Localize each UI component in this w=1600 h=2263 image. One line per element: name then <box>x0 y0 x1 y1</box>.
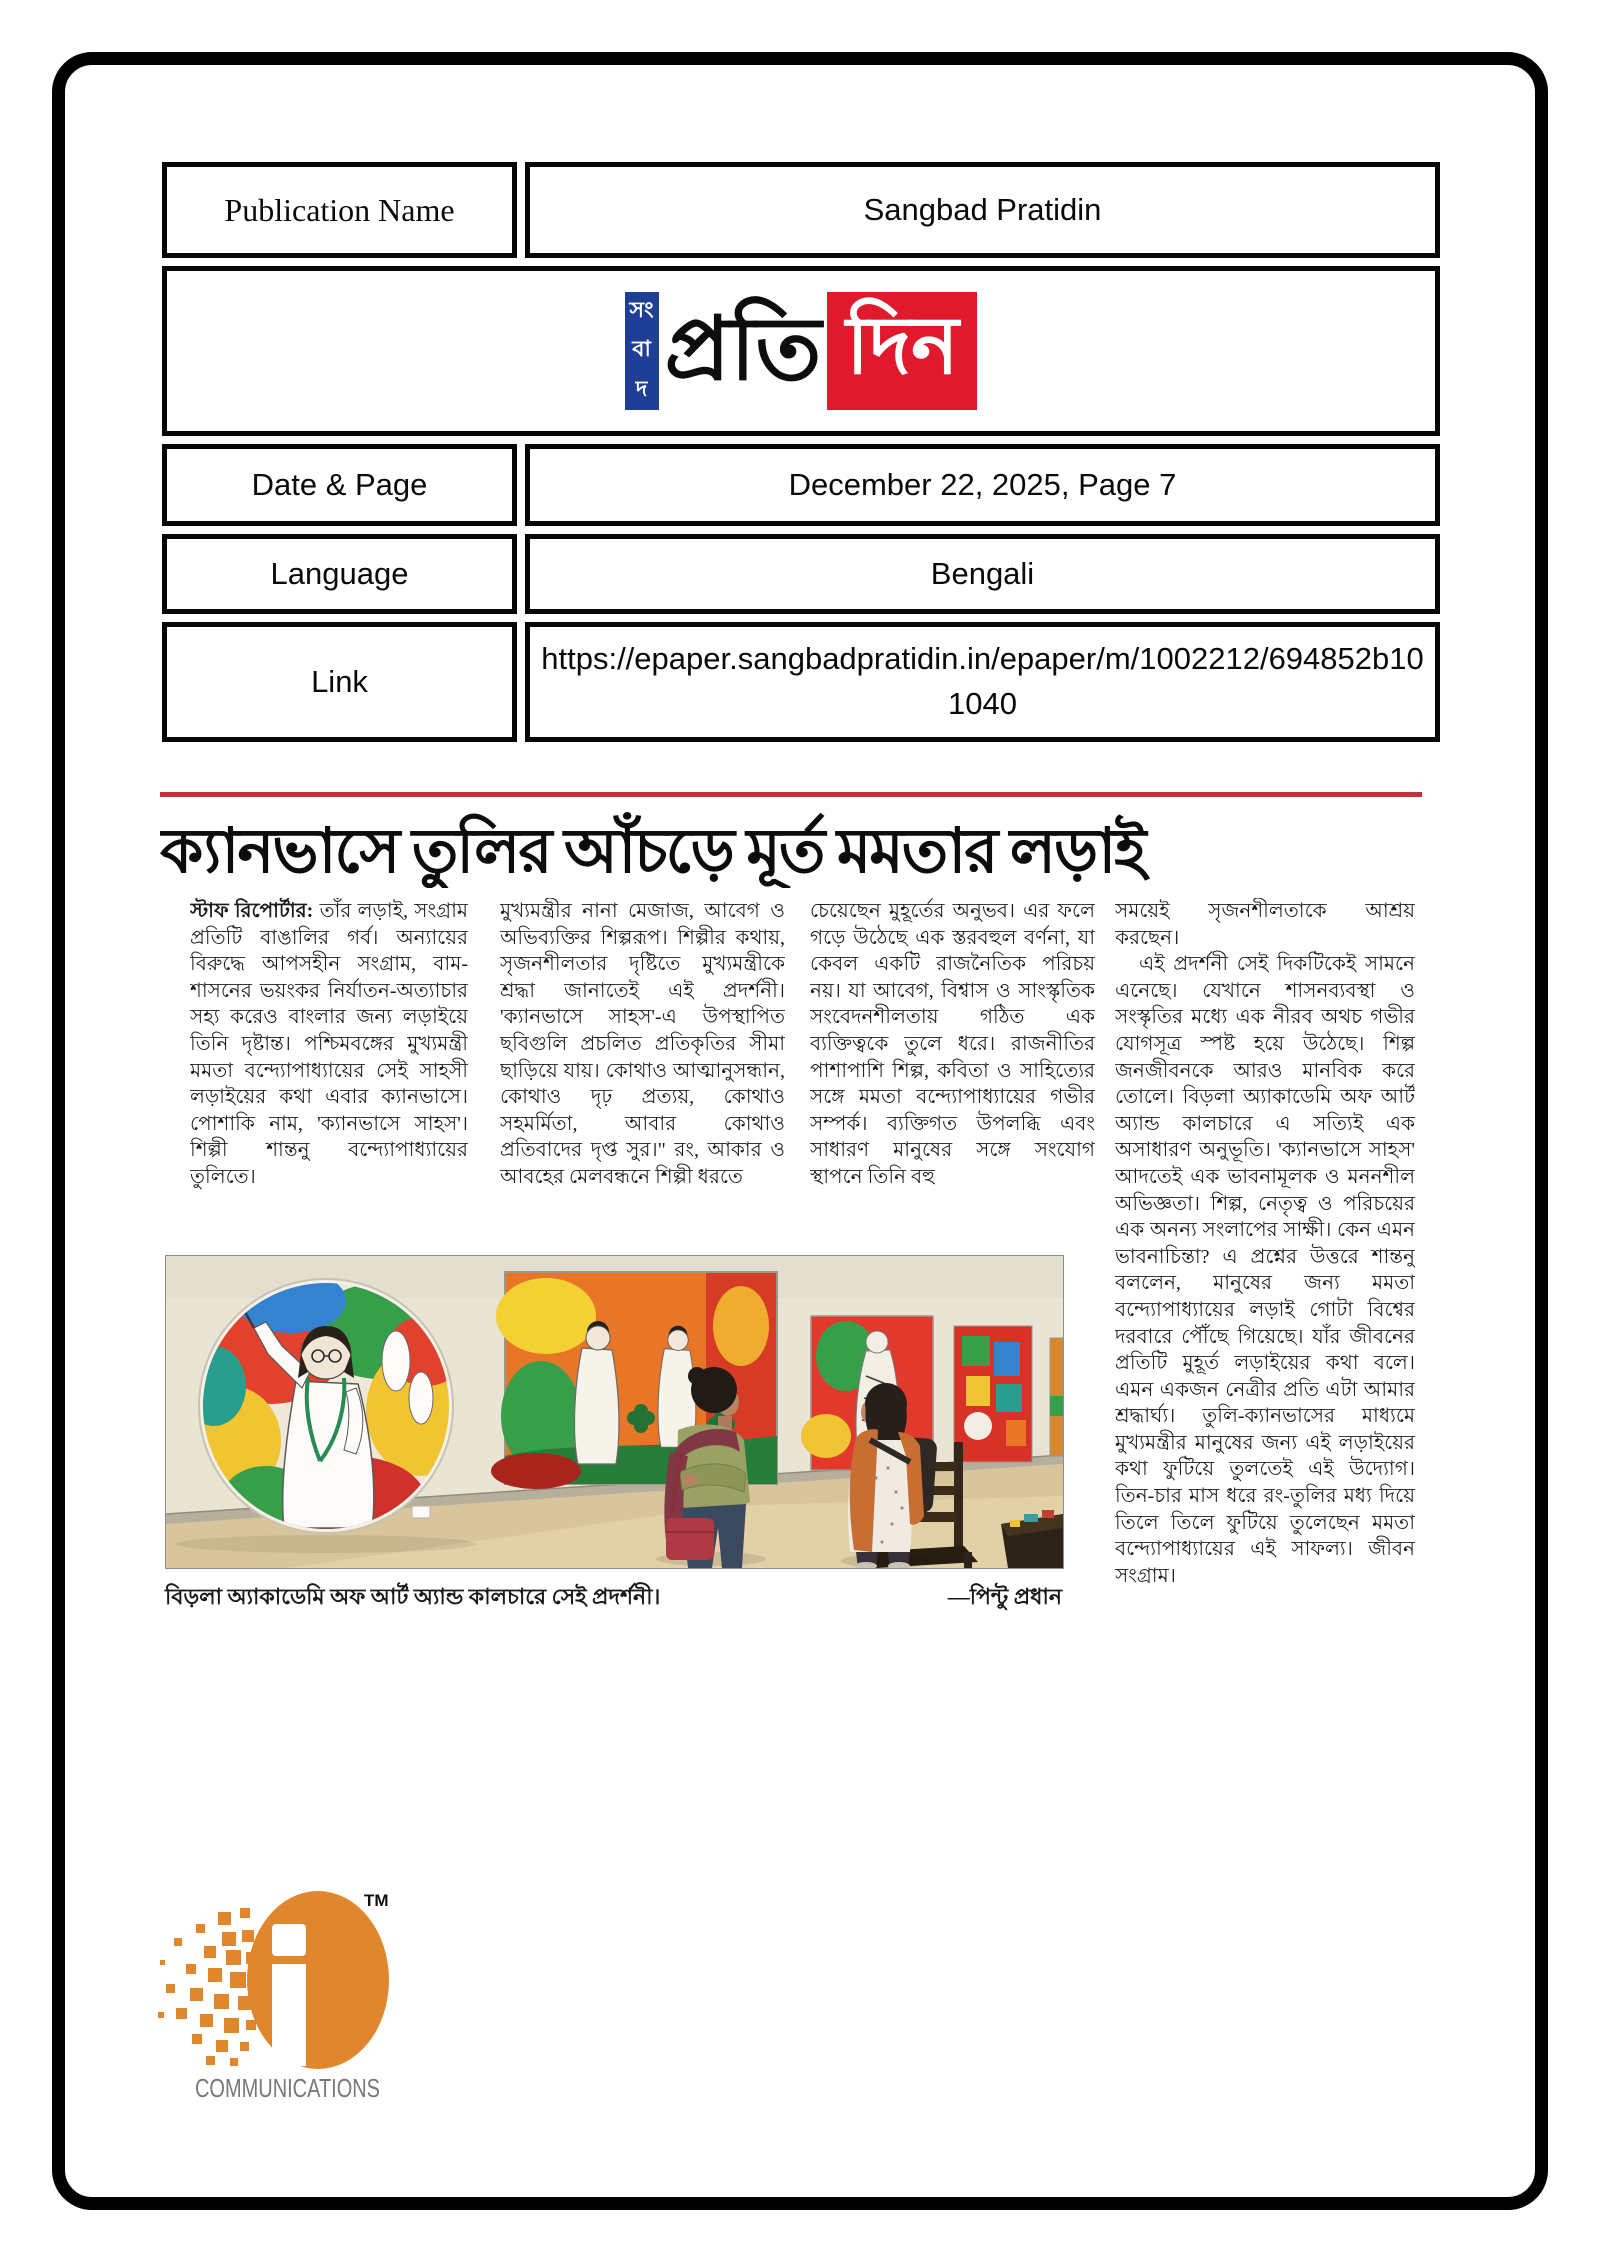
photo-caption: বিড়লা অ্যাকাডেমি অফ আর্ট অ্যান্ড কালচারে সেই প্রদর্শনী। <box>165 1584 661 1609</box>
column-text: সময়েই সৃজনশীলতাকে আশ্রয় করছেন। <box>1115 900 1415 949</box>
agency-logo <box>100 1872 430 2172</box>
masthead-logo-red-text: দিন <box>846 303 959 391</box>
agency-logo-graphic <box>100 1872 430 2172</box>
article-column-1 <box>190 898 468 1254</box>
publication-name-value: Sangbad Pratidin <box>525 162 1440 258</box>
masthead-logo-blue-box <box>625 292 659 410</box>
exhibition-photo <box>165 1255 1064 1569</box>
byline: স্টাফ রিপোর্টার: <box>190 900 314 922</box>
photo-credit: —পিন্টু প্রধান <box>947 1584 1062 1609</box>
masthead-vertical-char: সং <box>629 297 654 323</box>
article-column-3 <box>810 898 1095 1254</box>
masthead-logo-cell <box>162 266 1440 436</box>
language-value: Bengali <box>525 534 1440 614</box>
logo-i-stem <box>272 1964 306 2066</box>
masthead-logo-black-text: প্রতি <box>664 302 822 399</box>
masthead-logo-red-box <box>827 292 977 410</box>
column-text: মুখ্যমন্ত্রীর নানা মেজাজ, আবেগ ও অভিব্যক্তির শিল্পরূপ। শিল্পীর কথায়, সৃজনশীলতার দৃষ্টিতে মুখ্যমন্ত্রীকে শ্রদ্ধা জানাতেই এই প্রদর্শনী। 'ক্যানভাসে সাহস'-এ উপস্থাপিত ছবিগুলি প্রচলিত প্রতিকৃতির সীমা ছাড়িয়ে যায়। কোথাও আত্মানুসন্ধান, কোথাও দৃঢ় প্রত্যয়, কোথাও সহমর্মিতা, আবার কোথাও প্রতিবাদের দৃপ্ত সুর।" রং, আকার ও আবহের মেলবন্ধনে শিল্পী ধরতে <box>500 900 785 1188</box>
trademark-symbol: TM <box>364 1891 389 1910</box>
logo-circle <box>247 1891 389 2069</box>
article-headline: ক্যানভাসে তুলির আঁচড়ে মূর্ত মমতার লড়াই <box>160 818 1145 886</box>
masthead-logo <box>625 292 978 410</box>
language-label: Language <box>162 534 517 614</box>
publication-name-label: Publication Name <box>162 162 517 258</box>
masthead-vertical-char: দ <box>635 375 648 401</box>
date-page-value: December 22, 2025, Page 7 <box>525 444 1440 526</box>
logo-i-dot <box>272 1924 306 1956</box>
date-page-label: Date & Page <box>162 444 517 526</box>
exhibition-photo-scene <box>166 1256 1063 1568</box>
link-value[interactable]: https://epaper.sangbadpratidin.in/epaper/m/1002212/694852b101040 <box>525 622 1440 742</box>
column-text: চেয়েছেন মুহূর্তের অনুভব। এর ফলে গড়ে উঠেছে এক স্তরবহুল বর্ণনা, যা কেবল একটি রাজনৈতিক পরিচয় নয়। যা আবেগ, বিশ্বাস ও সাংস্কৃতিক সংবেদনশীলতায় গঠিত এক ব্যক্তিত্বকে তুলে ধরে। রাজনীতির পাশাপাশি শিল্প, কবিতা ও সাহিত্যের সঙ্গে মমতা বন্দ্যোপাধ্যায়ের গভীর সম্পর্ক। ব্যক্তিগত উপলব্ধি এবং সাধারণ মানুষের সঙ্গে সংযোগ স্থাপনে তিনি বহু <box>810 900 1095 1188</box>
headline-rule <box>160 792 1422 797</box>
article-column-2 <box>500 898 785 1254</box>
article-column-4 <box>1115 898 1415 1626</box>
pixel-mosaic <box>158 1908 260 2066</box>
masthead-vertical-char: বা <box>632 336 651 362</box>
link-label: Link <box>162 622 517 742</box>
agency-logo-wordmark: COMMUNICATIONS <box>195 2073 380 2103</box>
column-text: এই প্রদর্শনী সেই দিকটিকেই সামনে এনেছে। যেখানে শাসনব্যবস্থা ও সংস্কৃতির মধ্যে এক নীরব অথচ গভীর যোগসূত্র স্পষ্ট হয়ে উঠেছে। শিল্প জনজীবনকে আরও মানবিক করে তোলে। বিড়লা অ্যাকাডেমি অফ আর্ট অ্যান্ড কালচারে এ সত্যিই এক অসাধারণ অনুভূতি। 'ক্যানভাসে সাহস' আদতেই এক ভাবনামূলক ও মননশীল অভিজ্ঞতা। শিল্প, নেতৃত্ব ও পরিচয়ের এক অনন্য সংলাপের সাক্ষী। কেন এমন ভাবনাচিন্তা? এ প্রশ্নের উত্তরে শান্তনু বললেন, মানুষের জন্য মমতা বন্দ্যোপাধ্যায়ের লড়াই গোটা বিশ্বের দরবারে পৌঁছে গিয়েছে। যাঁর জীবনের প্রতিটি মুহূর্ত লড়াইয়ের কথা বলে। এমন একজন নেত্রীর প্রতি এটা আমার শ্রদ্ধার্ঘ্য। তুলি-ক্যানভাসের মাধ্যমে মুখ্যমন্ত্রীর মানুষের জন্য এই লড়াইয়ের কথা ফুটিয়ে তুলতেই এই উদ্যোগ। তিন-চার মাস ধরে রং-তুলির মধ্য দিয়ে তিলে তিলে ফুটিয়ে তুলেছেন মমতা বন্দ্যোপাধ্যায়ের এই সাফল্য। জীবন সংগ্রাম। <box>1115 953 1415 1587</box>
column-text: তাঁর লড়াই, সংগ্রাম প্রতিটি বাঙালির গর্ব। অন্যায়ের বিরুদ্ধে আপসহীন সংগ্রাম, বাম-শাসনের ভয়ংকর নির্যাতন-অত্যাচার সহ্য করেও বাংলার জন্য লড়াইয়ে তিনি দৃষ্টান্ত। পশ্চিমবঙ্গের মুখ্যমন্ত্রী মমতা বন্দ্যোপাধ্যায়ের সেই সাহসী লড়াইয়ের কথা এবার ক্যানভাসে। পোশাকি নাম, 'ক্যানভাসে সাহস'। শিল্পী শান্তনু বন্দ্যোপাধ্যায়ের তুলিতে। <box>190 900 468 1188</box>
